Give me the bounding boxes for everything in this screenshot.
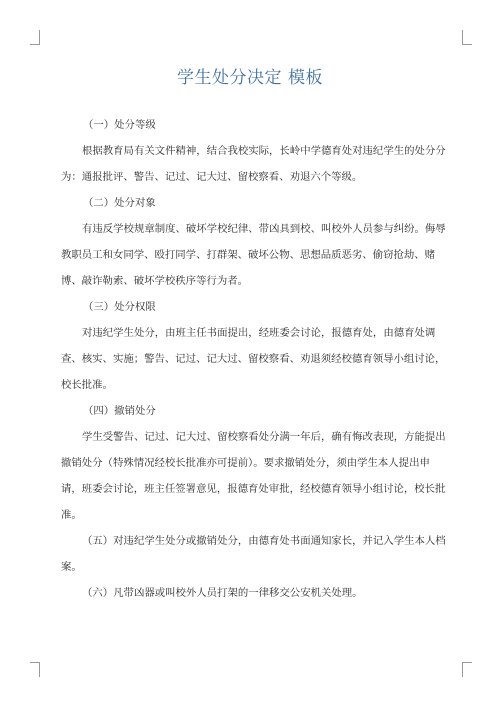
section-heading-2: （二）处分对象	[83, 197, 156, 209]
crop-mark-bottom-right	[462, 662, 472, 677]
section-item-5: （五）对违纪学生处分或撤销处分，由德育处书面通知家长，并记入学生本人档案。	[61, 535, 446, 573]
crop-mark-bottom-left	[30, 662, 40, 677]
document-body	[61, 112, 446, 606]
section-body-4: 学生受警告、记过、记大过、留校察看处分满一年后，确有悔改表现，方能提出撤销处分（特殊情况经校长批准亦可提前）。要求撤销处分，须由学生本人提出申请，班委会讨论，班主任签署意见，报德育处审批，经校德育领导小组讨论，校长批准。	[61, 431, 446, 521]
section-body-1: 根据教育局有关文件精神，结合我校实际，长岭中学德育处对违纪学生的处分分为：通报批评、警告、记过、记大过、留校察看、劝退六个等级。	[61, 145, 446, 183]
section-body-2: 有违反学校规章制度、破坏学校纪律、带凶具到校、叫校外人员参与纠纷。侮辱教职员工和女同学、殴打同学、打群架、破坏公物、思想品质恶劣、偷窃抢劫、赌博、敲诈勒索、破坏学校秩序等行为者。	[61, 223, 446, 287]
section-heading-3: （三）处分权限	[83, 301, 156, 313]
crop-mark-top-right	[462, 30, 472, 45]
document-title: 学生处分决定 模板	[177, 68, 323, 88]
section-heading-1: （一）处分等级	[83, 119, 156, 131]
section-heading-4: （四）撤销处分	[83, 405, 156, 417]
section-item-6: （六）凡带凶器或叫校外人员打架的一律移交公安机关处理。	[82, 587, 363, 599]
section-body-3: 对违纪学生处分，由班主任书面提出，经班委会讨论，报德育处，由德育处调查、核实、实施；警告、记过、记大过、留校察看、劝退须经校德育领导小组讨论，校长批准。	[61, 327, 446, 391]
crop-mark-top-left	[30, 30, 40, 45]
